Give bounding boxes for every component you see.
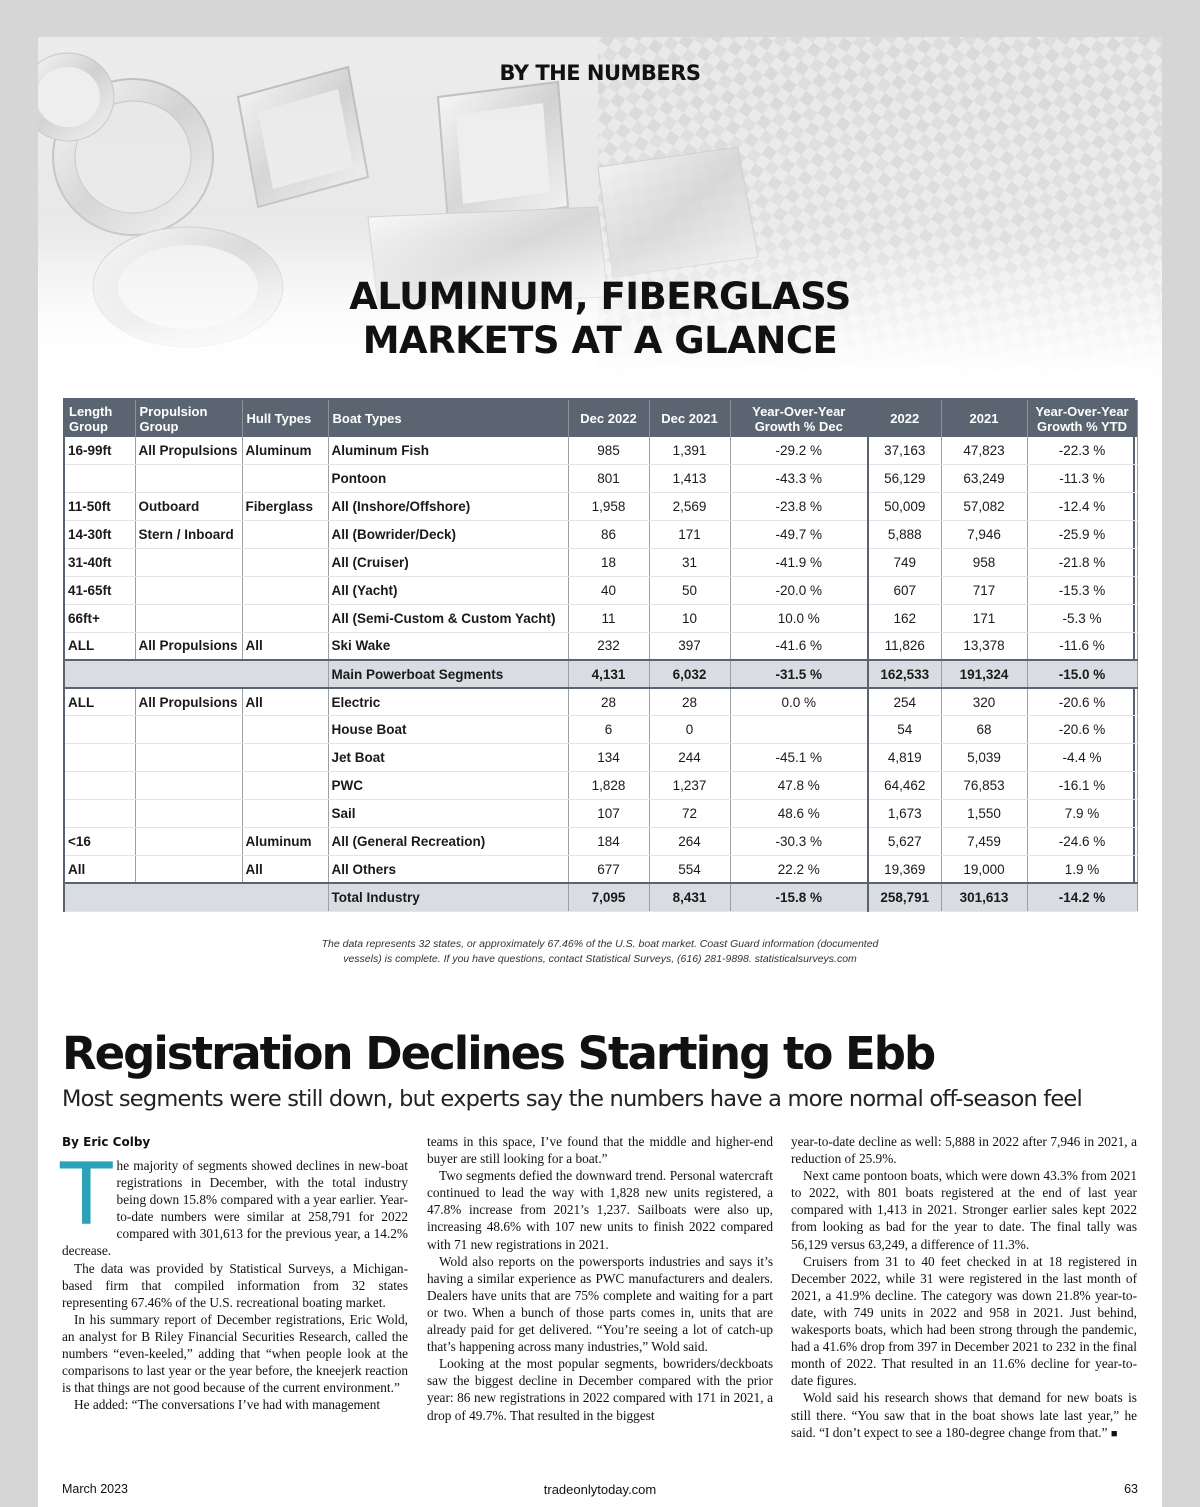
table-cell [135, 604, 242, 632]
table-cell: 41-65ft [65, 576, 135, 604]
table-cell: 301,613 [941, 883, 1027, 911]
table-cell: 985 [568, 437, 649, 465]
table-row [65, 800, 1137, 828]
table-cell: -41.9 % [730, 549, 868, 577]
table-cell: All (Inshore/Offshore) [328, 493, 568, 521]
table-cell: All [242, 688, 328, 716]
end-mark: ■ [1110, 1427, 1118, 1440]
table-cell: 258,791 [868, 883, 941, 911]
table-cell: 31 [649, 549, 730, 577]
table-cell: Pontoon [328, 465, 568, 493]
table-cell: 134 [568, 744, 649, 772]
table-cell: 18 [568, 549, 649, 577]
table-cell: 1.9 % [1027, 855, 1137, 883]
table-cell: -25.9 % [1027, 521, 1137, 549]
table-cell: 554 [649, 855, 730, 883]
table-cell: All (Cruiser) [328, 549, 568, 577]
column-header: Year-Over-Year Growth % YTD [1027, 400, 1137, 437]
table-cell: 63,249 [941, 465, 1027, 493]
paragraph: Cruisers from 31 to 40 feet checked in at 18 registered in December 2022, while 31 were registered in the last month of 2021, a 41.9% decline. The category was down 21.8% year-to-date, with 749 units in 2022 and 958 in 2021. Just behind, wakesports boats, which had been strong through the pandemic, had a 41.6% drop from 397 in December 2021 to 232 in the final month of 2022. That resulted in an 11.6% decline for year-to-date figures. [791, 1253, 1137, 1389]
table-cell: 50 [649, 576, 730, 604]
table-cell [65, 744, 135, 772]
table-cell: Jet Boat [328, 744, 568, 772]
table-cell [135, 744, 242, 772]
table-cell [730, 716, 868, 744]
table-cell: 1,550 [941, 800, 1027, 828]
table-cell: All (General Recreation) [328, 827, 568, 855]
table-cell: 22.2 % [730, 855, 868, 883]
table-cell: Sail [328, 800, 568, 828]
table-row [65, 744, 1137, 772]
column-header: Dec 2022 [568, 400, 649, 437]
table-cell: 48.6 % [730, 800, 868, 828]
table-cell [65, 465, 135, 493]
table-cell: -15.8 % [730, 883, 868, 911]
table-cell [65, 883, 328, 911]
table-cell: House Boat [328, 716, 568, 744]
table-cell [242, 800, 328, 828]
table-cell: 801 [568, 465, 649, 493]
table-cell: 50,009 [868, 493, 941, 521]
table-cell: 11-50ft [65, 493, 135, 521]
table-cell: <16 [65, 827, 135, 855]
table-cell: 607 [868, 576, 941, 604]
table-cell [242, 772, 328, 800]
table-cell: 37,163 [868, 437, 941, 465]
byline: By Eric Colby [62, 1135, 151, 1149]
footnote-line-2: vessels) is complete. If you have questions, contact Statistical Surveys, (616) 281-9898. statisticalsurveys.com [343, 953, 857, 965]
table-cell [65, 772, 135, 800]
subtotal-row [65, 660, 1137, 688]
table-cell: 958 [941, 549, 1027, 577]
table-cell: 68 [941, 716, 1027, 744]
table-cell: All Propulsions [135, 437, 242, 465]
table-cell: 16-99ft [65, 437, 135, 465]
table-cell: Aluminum [242, 437, 328, 465]
table-row [65, 827, 1137, 855]
table-cell: ALL [65, 632, 135, 660]
table-cell: 64,462 [868, 772, 941, 800]
table-row [65, 493, 1137, 521]
table-cell [242, 744, 328, 772]
table-cell: 0.0 % [730, 688, 868, 716]
table-cell: 8,431 [649, 883, 730, 911]
table-cell: 677 [568, 855, 649, 883]
table-cell [242, 576, 328, 604]
table-cell [135, 772, 242, 800]
table-cell: -20.6 % [1027, 688, 1137, 716]
table-cell: Outboard [135, 493, 242, 521]
table-row [65, 465, 1137, 493]
table-cell: 320 [941, 688, 1027, 716]
table-cell [65, 800, 135, 828]
table-cell: 76,853 [941, 772, 1027, 800]
table-cell [242, 716, 328, 744]
paragraph: He added: “The conversations I’ve had with management [74, 1397, 381, 1413]
table-cell: -5.3 % [1027, 604, 1137, 632]
page-title [38, 275, 1162, 363]
column-header: Propulsion Group [135, 400, 242, 437]
table-cell: 28 [568, 688, 649, 716]
table-cell: -45.1 % [730, 744, 868, 772]
table-cell: 11,826 [868, 632, 941, 660]
table-cell: -41.6 % [730, 632, 868, 660]
table-row [65, 549, 1137, 577]
column-header: 2021 [941, 400, 1027, 437]
column-header: Hull Types [242, 400, 328, 437]
table-cell: 10.0 % [730, 604, 868, 632]
table-cell: 1,391 [649, 437, 730, 465]
article-column-3 [791, 1133, 1137, 1443]
table-cell: All Propulsions [135, 632, 242, 660]
table-cell [135, 465, 242, 493]
article-column-1 [60, 1145, 408, 1413]
table-cell: 86 [568, 521, 649, 549]
table-row [65, 604, 1137, 632]
table-cell [242, 465, 328, 493]
table-cell: 5,039 [941, 744, 1027, 772]
table-cell [135, 827, 242, 855]
table-cell: 7,459 [941, 827, 1027, 855]
table-cell [135, 716, 242, 744]
paragraph: The data was provided by Statistical Surveys, a Michigan-based firm that compiled information from 32 states representing 67.46% of the U.S. recreational boating market. [62, 1260, 408, 1310]
table-cell: 1,673 [868, 800, 941, 828]
table-cell [135, 549, 242, 577]
table-cell: 107 [568, 800, 649, 828]
footnote-line-1: The data represents 32 states, or approximately 67.46% of the U.S. boat market. Coast Guard information (documented [321, 938, 879, 950]
table-row [65, 772, 1137, 800]
table-cell: 171 [649, 521, 730, 549]
table-header-row [65, 400, 1137, 437]
table-cell: 184 [568, 827, 649, 855]
table-cell: -11.6 % [1027, 632, 1137, 660]
table-cell [135, 800, 242, 828]
table-cell: 57,082 [941, 493, 1027, 521]
footer-date: March 2023 [62, 1482, 129, 1496]
table-cell: 397 [649, 632, 730, 660]
table-cell: 7.9 % [1027, 800, 1137, 828]
table-cell: -31.5 % [730, 660, 868, 688]
paragraph: teams in this space, I’ve found that the middle and higher-end buyer are still looking for a boat.” [427, 1134, 773, 1167]
table-cell: 10 [649, 604, 730, 632]
table-cell: 254 [868, 688, 941, 716]
paragraph: Two segments defied the downward trend. Personal watercraft continued to lead the way with 1,828 new units registered, a 47.8% increase from 2021’s 1,237. Sailboats were also up, increasing 48.6% with 107 new units to finish 2022 compared with 71 new registrations in 2021. [427, 1168, 773, 1252]
table-row [65, 716, 1137, 744]
table-cell: 7,946 [941, 521, 1027, 549]
table-cell: 31-40ft [65, 549, 135, 577]
table-cell: All (Bowrider/Deck) [328, 521, 568, 549]
table-row [65, 855, 1137, 883]
table-cell: 56,129 [868, 465, 941, 493]
table-cell: 19,000 [941, 855, 1027, 883]
table-cell: 54 [868, 716, 941, 744]
table-cell: Electric [328, 688, 568, 716]
table-cell [135, 855, 242, 883]
table-cell: 5,627 [868, 827, 941, 855]
table-cell: Stern / Inboard [135, 521, 242, 549]
table-cell: 28 [649, 688, 730, 716]
column-header: Boat Types [328, 400, 568, 437]
table-cell: -12.4 % [1027, 493, 1137, 521]
article-subheadline: Most segments were still down, but experts say the numbers have a more normal off-season feel [62, 1086, 1082, 1112]
paragraph: Wold also reports on the powersports industries and says it’s having a similar experience as PWC manufacturers and dealers. Dealers have units that are 75% complete and waiting for a part or two. When a bunch of those parts comes in, units that are already paid for get delivered. “You’re seeing a lot of catch-up that’s happening across many industries,” Wold said. [427, 1253, 773, 1355]
table-cell [65, 660, 328, 688]
article-column-2 [427, 1133, 773, 1424]
column-header: Dec 2021 [649, 400, 730, 437]
table-cell: -24.6 % [1027, 827, 1137, 855]
table-row [65, 632, 1137, 660]
table-cell: -23.8 % [730, 493, 868, 521]
table-cell: 72 [649, 800, 730, 828]
table-cell: Aluminum [242, 827, 328, 855]
table-row [65, 688, 1137, 716]
article-headline: Registration Declines Starting to Ebb [62, 1027, 935, 1080]
table-cell: 191,324 [941, 660, 1027, 688]
table-cell: -15.3 % [1027, 576, 1137, 604]
table-cell: -20.6 % [1027, 716, 1137, 744]
table-row [65, 521, 1137, 549]
title-line-1: ALUMINUM, FIBERGLASS [349, 275, 851, 318]
paragraph: Next came pontoon boats, which were down 43.3% from 2021 to 2022, with 801 boats registered at the end of last year compared with 1,413 in 2021. Stronger earlier sales kept 2022 from looking as bad for the year to date. The final tally was 56,129 versus 63,249, a difference of 11.3%. [791, 1168, 1137, 1252]
table-cell: -16.1 % [1027, 772, 1137, 800]
table-cell: -14.2 % [1027, 883, 1137, 911]
table-cell: 19,369 [868, 855, 941, 883]
table-cell: -43.3 % [730, 465, 868, 493]
table-cell: All Others [328, 855, 568, 883]
table-cell: 47,823 [941, 437, 1027, 465]
table-cell: 1,958 [568, 493, 649, 521]
table-row [65, 576, 1137, 604]
table-cell: All [242, 855, 328, 883]
table-cell: Main Powerboat Segments [328, 660, 568, 688]
paragraph-text: Wold said his research shows that demand for new boats is still there. “You saw that in the boat shows late last year,” he said. “I don’t expect to see a 180-degree change from that.” [791, 1390, 1137, 1440]
table-cell [242, 521, 328, 549]
table-cell: All (Yacht) [328, 576, 568, 604]
table-cell: 6,032 [649, 660, 730, 688]
table-cell: 13,378 [941, 632, 1027, 660]
table-cell: PWC [328, 772, 568, 800]
table-cell [242, 549, 328, 577]
table-cell: Fiberglass [242, 493, 328, 521]
table-footnote [38, 937, 1162, 967]
table-cell: -30.3 % [730, 827, 868, 855]
table-cell: 171 [941, 604, 1027, 632]
section-label: BY THE NUMBERS [499, 61, 701, 85]
table-cell: -22.3 % [1027, 437, 1137, 465]
table-cell [242, 604, 328, 632]
column-header: Length Group [65, 400, 135, 437]
table-cell [135, 576, 242, 604]
table-cell: 4,131 [568, 660, 649, 688]
table-cell: All (Semi-Custom & Custom Yacht) [328, 604, 568, 632]
table-cell: 162,533 [868, 660, 941, 688]
table-cell: 4,819 [868, 744, 941, 772]
column-header: Year-Over-Year Growth % Dec [730, 400, 868, 437]
table-cell: Aluminum Fish [328, 437, 568, 465]
table-cell: 162 [868, 604, 941, 632]
table-cell: -21.8 % [1027, 549, 1137, 577]
registration-table [63, 398, 1135, 912]
table-cell: -20.0 % [730, 576, 868, 604]
table-cell: -29.2 % [730, 437, 868, 465]
table-cell: 717 [941, 576, 1027, 604]
drop-cap: T [60, 1145, 113, 1245]
footer-website[interactable]: tradeonlytoday.com [543, 1482, 657, 1497]
table-cell: All Propulsions [135, 688, 242, 716]
table-cell: 232 [568, 632, 649, 660]
table-cell: All [242, 632, 328, 660]
table-cell: 0 [649, 716, 730, 744]
table-cell: ALL [65, 688, 135, 716]
column-header: 2022 [868, 400, 941, 437]
table-cell: 11 [568, 604, 649, 632]
table-cell: 264 [649, 827, 730, 855]
paragraph: Looking at the most popular segments, bowriders/deckboats saw the biggest decline in December compared with the prior year: 86 new registrations in 2022 compared with 171 in 2021, a drop of 49.7%. That resulted in the biggest [427, 1356, 773, 1423]
table-cell: -4.4 % [1027, 744, 1137, 772]
table-cell: 66ft+ [65, 604, 135, 632]
table-cell: -49.7 % [730, 521, 868, 549]
table-cell: 1,413 [649, 465, 730, 493]
paragraph: In his summary report of December registrations, Eric Wold, an analyst for B Riley Financial Securities Research, called the numbers “even-keeled,” adding that “when people look at the comparisons to last year or the year before, the kneejerk reaction is that things are not good because of the current environment.” [62, 1311, 408, 1396]
table-cell: 749 [868, 549, 941, 577]
table-cell [65, 716, 135, 744]
table-cell: 6 [568, 716, 649, 744]
table-cell: -11.3 % [1027, 465, 1137, 493]
table-cell: 1,828 [568, 772, 649, 800]
table-cell: 2,569 [649, 493, 730, 521]
table-cell: 47.8 % [730, 772, 868, 800]
table-cell: Total Industry [328, 883, 568, 911]
table-cell: All [65, 855, 135, 883]
table-cell: 14-30ft [65, 521, 135, 549]
table-cell: Ski Wake [328, 632, 568, 660]
paragraph: he majority of segments showed declines in new-boat registrations in December, with the total industry being down 15.8% compared with a year earlier. Year-to-date numbers were similar at 258,791 for 2022 compared with 301,613 for the previous year, a 14.2% decrease. [62, 1158, 408, 1259]
table-cell: 1,237 [649, 772, 730, 800]
table-cell: 5,888 [868, 521, 941, 549]
table-row [65, 437, 1137, 465]
magazine-page [38, 37, 1162, 1507]
total-row [65, 883, 1137, 911]
table-cell: 244 [649, 744, 730, 772]
table-cell: -15.0 % [1027, 660, 1137, 688]
page-number: 63 [1124, 1482, 1138, 1496]
title-line-2: MARKETS AT A GLANCE [362, 319, 838, 362]
table-cell: 40 [568, 576, 649, 604]
paragraph: year-to-date decline as well: 5,888 in 2022 after 7,946 in 2021, a reduction of 25.9%. [791, 1134, 1137, 1167]
table-cell: 7,095 [568, 883, 649, 911]
paragraph [791, 1389, 1137, 1442]
